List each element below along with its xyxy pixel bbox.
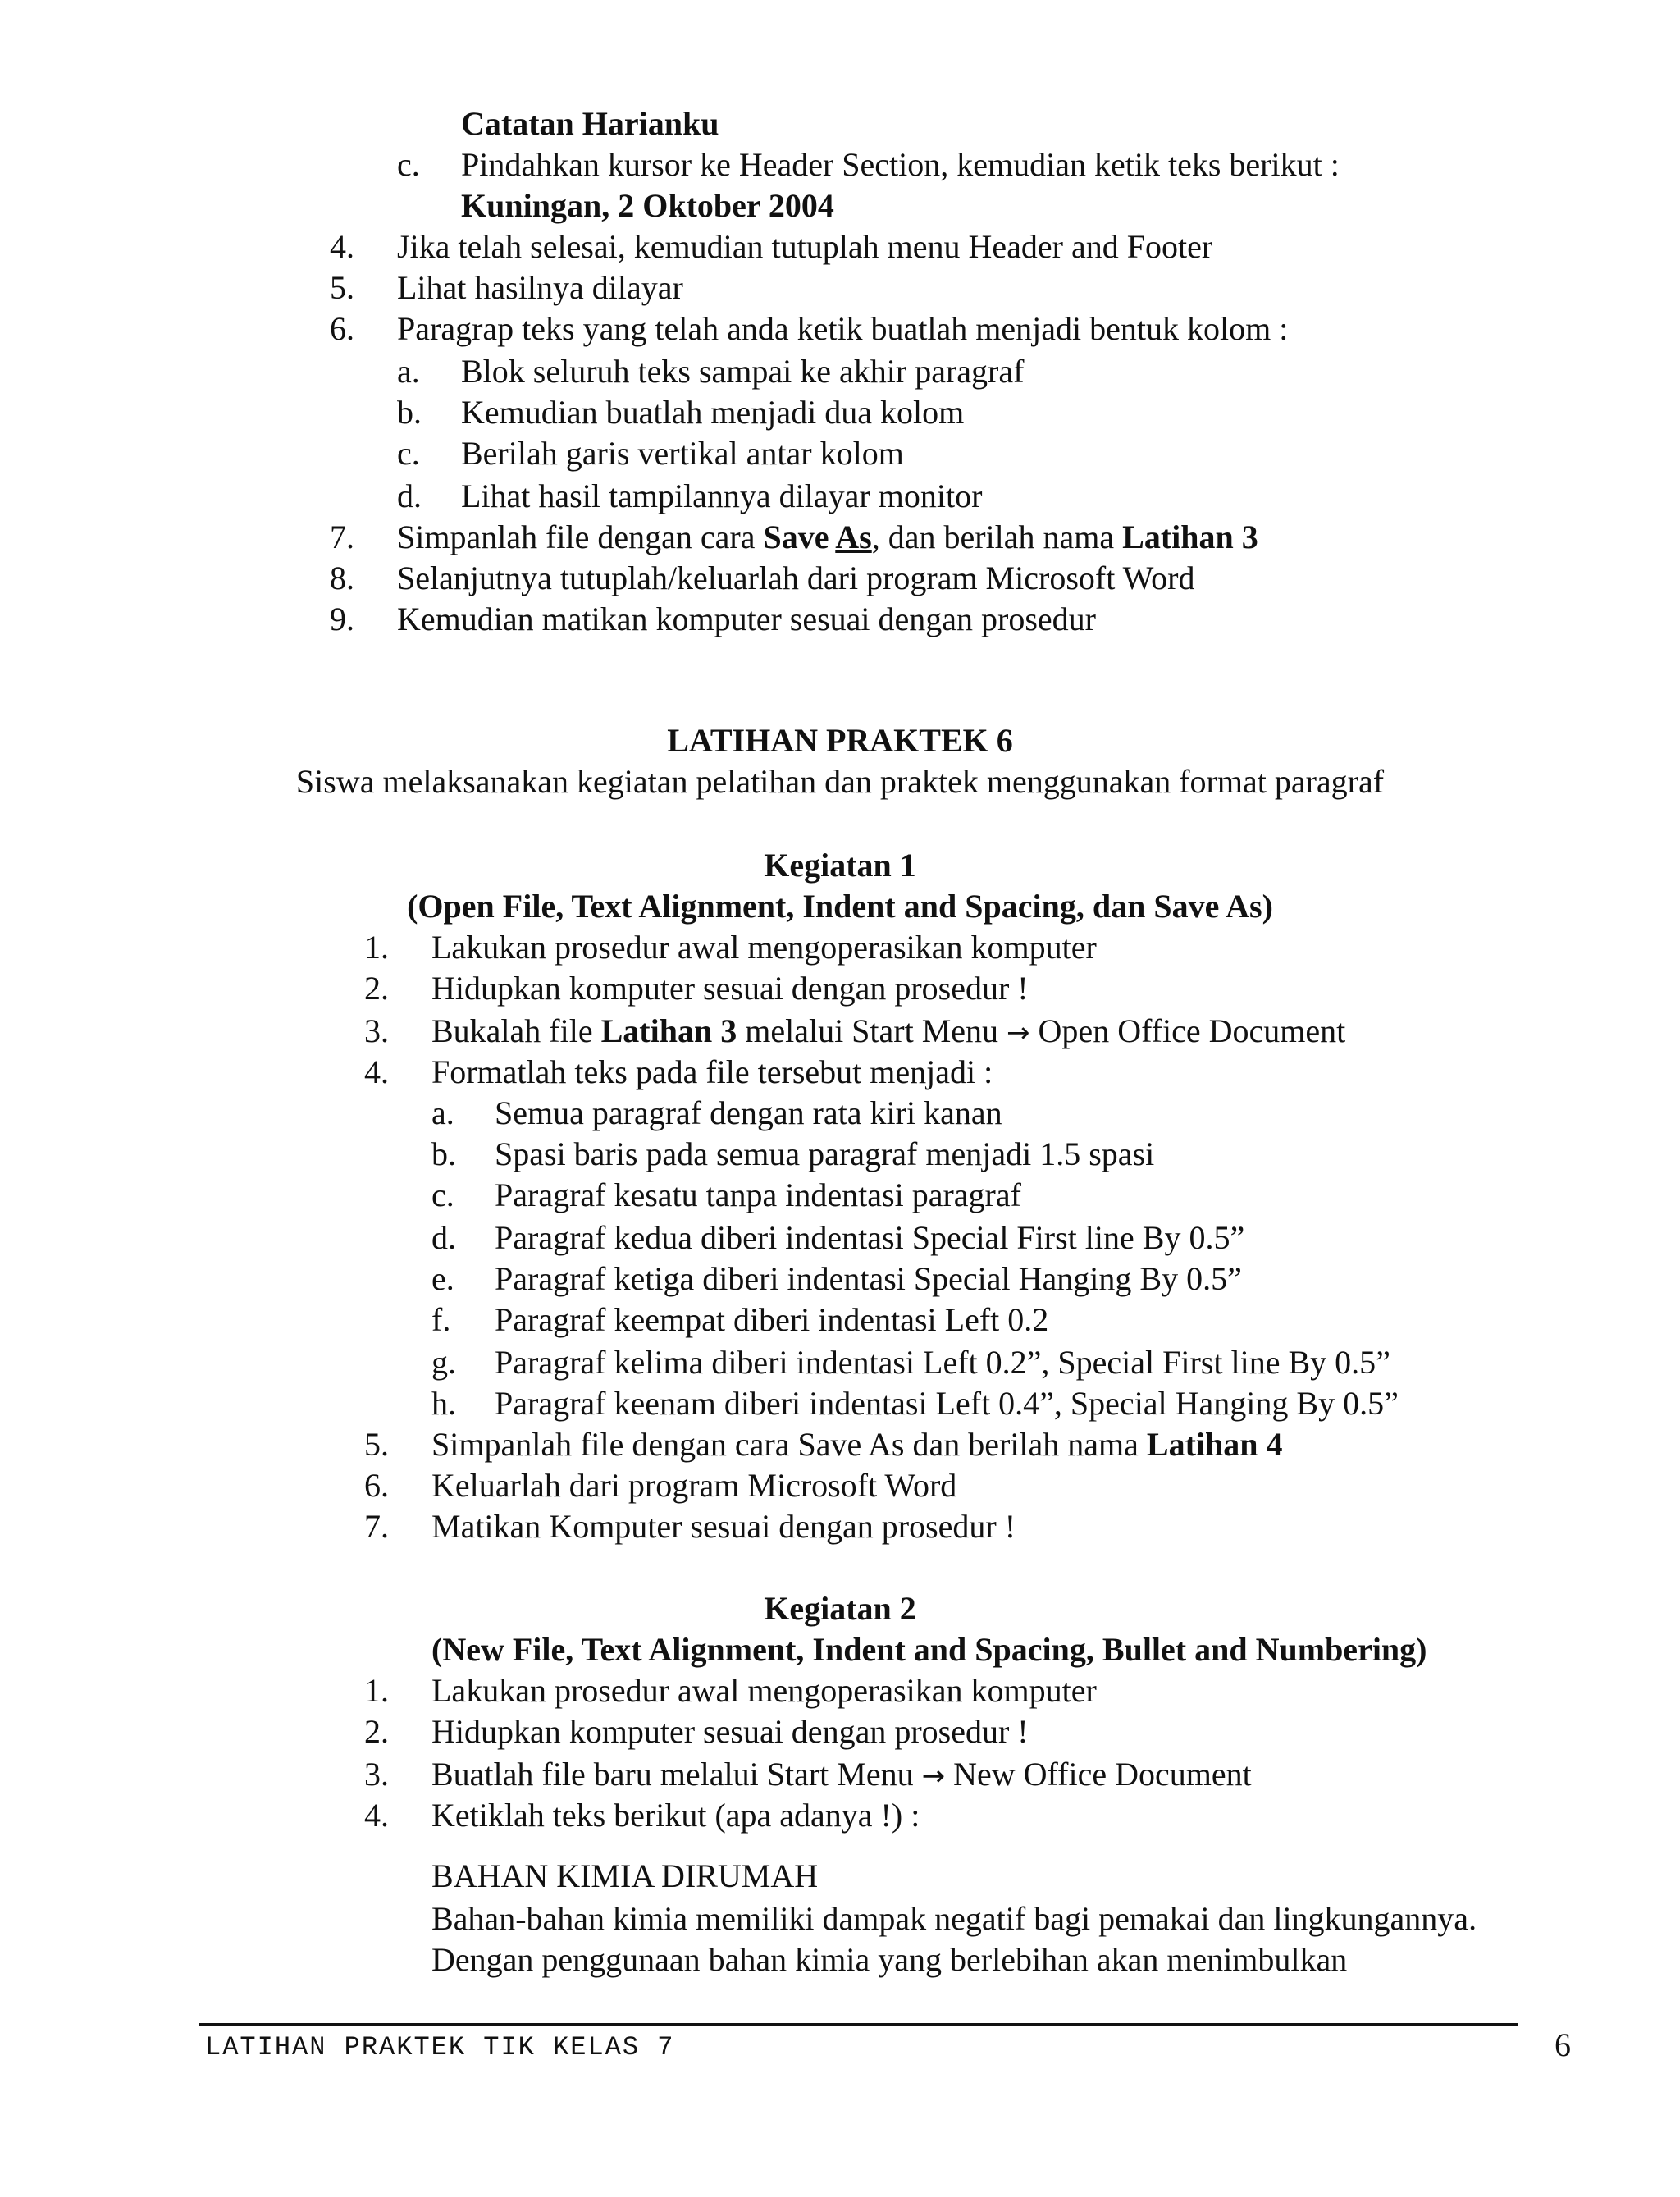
step-number: 2.: [364, 1713, 389, 1750]
excerpt-line: Dengan penggunaan bahan kimia yang berlebihan akan menimbulkan: [431, 1941, 1348, 1978]
step-text: Hidupkan komputer sesuai dengan prosedur !: [431, 970, 1029, 1007]
step-text: Lakukan prosedur awal mengoperasikan komputer: [431, 929, 1097, 966]
step-number: 6.: [364, 1467, 389, 1504]
sub-item-text: Paragraf keempat diberi indentasi Left 0.2: [495, 1301, 1049, 1338]
excerpt-heading: BAHAN KIMIA DIRUMAH: [431, 1857, 819, 1894]
kegiatan-1-title: Kegiatan 1: [764, 847, 916, 884]
sub-item-text: Blok seluruh teks sampai ke akhir paragraf: [461, 353, 1025, 390]
sub-item-letter: b.: [397, 394, 422, 431]
step-number: 4.: [364, 1053, 389, 1090]
step-number: 7.: [330, 518, 354, 555]
step-number: 6.: [330, 310, 354, 347]
sub-item-text: Paragraf keenam diberi indentasi Left 0.4”, Special Hanging By 0.5”: [495, 1385, 1399, 1422]
sub-item-letter: h.: [431, 1385, 456, 1422]
sub-item-letter: a.: [397, 353, 420, 390]
sub-item-letter: d.: [431, 1219, 456, 1256]
sub-item-letter: f.: [431, 1301, 451, 1338]
step-number: 1.: [364, 929, 389, 966]
footer-rule: [199, 2023, 1518, 2026]
sub-item-letter: d.: [397, 477, 422, 514]
step-number: 2.: [364, 970, 389, 1007]
kegiatan-2-subtitle: (New File, Text Alignment, Indent and Spacing, Bullet and Numbering): [431, 1631, 1427, 1668]
sub-item-letter: b.: [431, 1135, 456, 1172]
catatan-text: Catatan Harianku: [461, 105, 719, 142]
excerpt-line: Bahan-bahan kimia memiliki dampak negatif bagi pemakai dan lingkungannya.: [431, 1900, 1477, 1937]
item-c-label: c.: [397, 146, 420, 183]
sub-item-letter: c.: [397, 435, 420, 472]
sub-item-text: Paragraf kelima diberi indentasi Left 0.2”, Special First line By 0.5”: [495, 1344, 1390, 1381]
sub-item-text: Spasi baris pada semua paragraf menjadi 1.5 spasi: [495, 1135, 1155, 1172]
step-number: 3.: [364, 1756, 389, 1793]
sub-item-letter: c.: [431, 1176, 454, 1213]
step-text: Kemudian matikan komputer sesuai dengan prosedur: [397, 601, 1096, 637]
sub-item-text: Berilah garis vertikal antar kolom: [461, 435, 904, 472]
right-arrow-icon: →: [1007, 1016, 1030, 1049]
page-number: 6: [1554, 2026, 1571, 2063]
step-text: Hidupkan komputer sesuai dengan prosedur !: [431, 1713, 1029, 1750]
step-text: Lihat hasilnya dilayar: [397, 269, 683, 306]
sub-item-text: Paragraf kedua diberi indentasi Special First line By 0.5”: [495, 1219, 1245, 1256]
item-c-text: Pindahkan kursor ke Header Section, kemudian ketik teks berikut :: [461, 146, 1340, 183]
step-number: 4.: [364, 1797, 389, 1834]
section-title: LATIHAN PRAKTEK 6: [667, 722, 1013, 759]
step-text: Jika telah selesai, kemudian tutuplah menu Header and Footer: [397, 228, 1213, 265]
step-number: 7.: [364, 1508, 389, 1545]
sub-item-text: Semua paragraf dengan rata kiri kanan: [495, 1094, 1002, 1131]
sub-item-text: Paragraf kesatu tanpa indentasi paragraf: [495, 1176, 1021, 1213]
step-number: 9.: [330, 601, 354, 637]
step-number: 4.: [330, 228, 354, 265]
step-number: 1.: [364, 1672, 389, 1709]
sub-item-letter: g.: [431, 1344, 456, 1381]
kuningan-text: Kuningan, 2 Oktober 2004: [461, 187, 834, 224]
step-5-text: Simpanlah file dengan cara Save As dan berilah nama Latihan 4: [431, 1426, 1283, 1463]
sub-item-letter: e.: [431, 1260, 454, 1297]
step-number: 5.: [330, 269, 354, 306]
step-7-text: Simpanlah file dengan cara Save As, dan berilah nama Latihan 3: [397, 518, 1258, 555]
sub-item-text: Paragraf ketiga diberi indentasi Special Hanging By 0.5”: [495, 1260, 1242, 1297]
step-number: 3.: [364, 1012, 389, 1049]
step-3-text: Bukalah file Latihan 3 melalui Start Menu → Open Office Document: [431, 1012, 1346, 1049]
kegiatan-1-subtitle: (Open File, Text Alignment, Indent and Spacing, dan Save As): [407, 888, 1273, 925]
right-arrow-icon: →: [921, 1760, 946, 1793]
section-subtitle: Siswa melaksanakan kegiatan pelatihan dan praktek menggunakan format paragraf: [295, 763, 1385, 800]
footer-label: LATIHAN PRAKTEK TIK KELAS 7: [205, 2032, 675, 2062]
step-text: Paragrap teks yang telah anda ketik buatlah menjadi bentuk kolom :: [397, 310, 1289, 347]
step-text: Lakukan prosedur awal mengoperasikan komputer: [431, 1672, 1097, 1709]
sub-item-text: Kemudian buatlah menjadi dua kolom: [461, 394, 965, 431]
sub-item-text: Lihat hasil tampilannya dilayar monitor: [461, 477, 983, 514]
step-text: Keluarlah dari program Microsoft Word: [431, 1467, 957, 1504]
step-text: Matikan Komputer sesuai dengan prosedur !: [431, 1508, 1016, 1545]
step-number: 5.: [364, 1426, 389, 1463]
step-3-text: Buatlah file baru melalui Start Menu → New Office Document: [431, 1756, 1252, 1793]
step-text: Ketiklah teks berikut (apa adanya !) :: [431, 1797, 920, 1834]
step-number: 8.: [330, 560, 354, 596]
sub-item-letter: a.: [431, 1094, 454, 1131]
step-text: Selanjutnya tutuplah/keluarlah dari program Microsoft Word: [397, 560, 1195, 596]
step-text: Formatlah teks pada file tersebut menjadi :: [431, 1053, 993, 1090]
kegiatan-2-title: Kegiatan 2: [764, 1590, 916, 1627]
